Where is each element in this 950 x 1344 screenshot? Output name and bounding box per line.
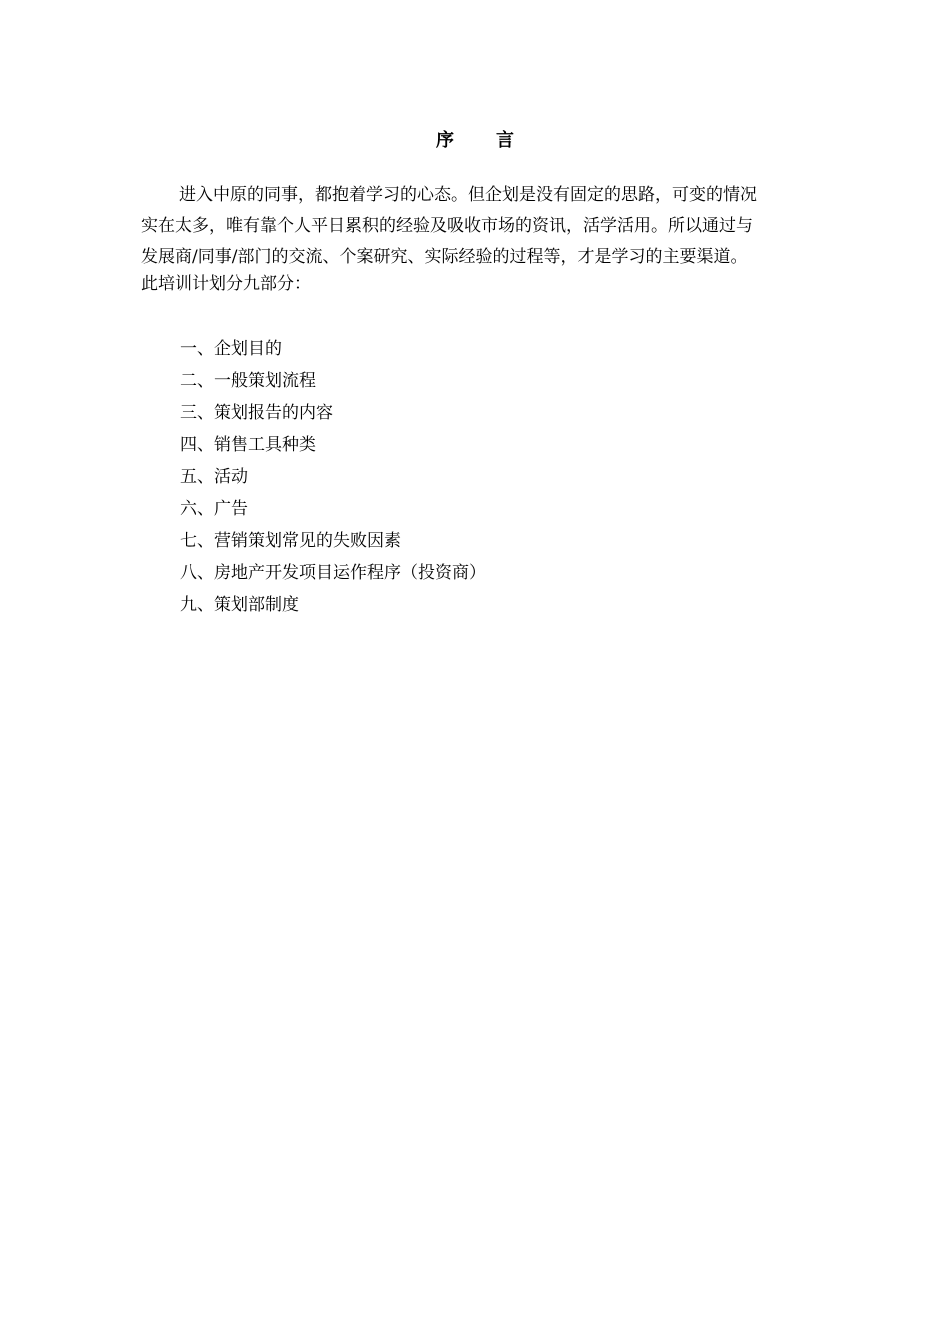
page-title (0, 126, 950, 152)
table-of-contents (180, 338, 486, 626)
intro-line: 实在太多，唯有靠个人平日累积的经验及吸收市场的资讯，活学活用。所以通过与 (141, 216, 753, 236)
intro-line: 发展商/同事/部门的交流、个案研究、实际经验的过程等，才是学习的主要渠道。 (141, 247, 748, 267)
toc-item: 九、策划部制度 (180, 595, 299, 615)
toc-item: 七、营销策划常见的失败因素 (180, 531, 401, 551)
intro-line: 进入中原的同事，都抱着学习的心态。但企划是没有固定的思路，可变的情况 (179, 185, 757, 205)
toc-item: 一、企划目的 (180, 339, 282, 359)
toc-item: 四、销售工具种类 (180, 435, 316, 455)
toc-item: 六、广告 (180, 499, 248, 519)
toc-item: 五、活动 (180, 467, 248, 487)
intro-paragraph (141, 180, 836, 295)
toc-item: 八、房地产开发项目运作程序（投资商） (180, 563, 486, 583)
title-char-right: 言 (496, 130, 514, 151)
toc-item: 三、策划报告的内容 (180, 403, 333, 423)
toc-item: 二、一般策划流程 (180, 371, 316, 391)
intro-line: 此培训计划分九部分： (141, 274, 311, 294)
title-char-left: 序 (436, 130, 454, 151)
